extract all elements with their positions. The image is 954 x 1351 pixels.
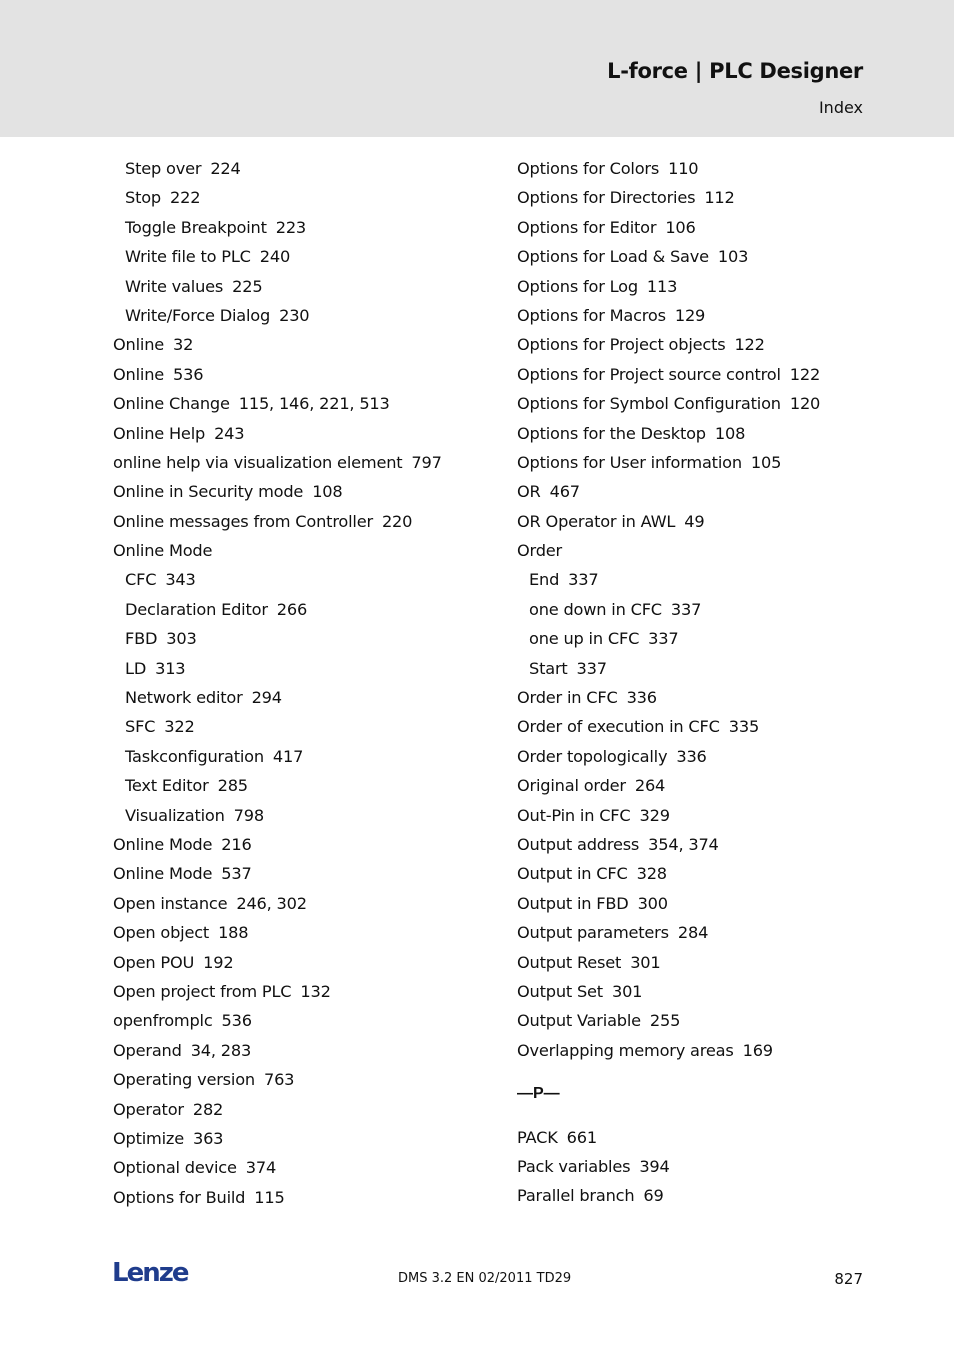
- index-page-ref: 798: [233, 805, 264, 825]
- index-term: PACK: [517, 1127, 558, 1147]
- index-entry: [113, 1065, 493, 1094]
- index-page-ref: 129: [674, 305, 706, 325]
- index-term: one up in CFC: [529, 629, 640, 649]
- index-page-ref: 336: [676, 746, 707, 766]
- index-entry: [517, 272, 917, 301]
- index-term: Output Set: [517, 981, 603, 1001]
- index-page-ref: 223: [275, 217, 307, 237]
- index-page-ref: 246, 302: [236, 893, 307, 913]
- index-term: Operating version: [113, 1070, 255, 1090]
- index-term: Optimize: [113, 1128, 184, 1148]
- index-term: one down in CFC: [529, 599, 662, 619]
- index-term: SFC: [125, 717, 156, 737]
- index-term: Options for Project source control: [517, 364, 781, 384]
- index-page-ref: 120: [789, 394, 821, 414]
- index-term: CFC: [125, 570, 157, 590]
- index-term: openfromplc: [113, 1011, 213, 1031]
- index-entry: [113, 1006, 493, 1035]
- index-entry: [517, 801, 917, 830]
- index-page-ref: 122: [789, 364, 821, 384]
- index-page-ref: 797: [411, 452, 442, 472]
- index-term: online help via visualization element: [113, 452, 403, 472]
- index-entry: [113, 419, 493, 448]
- index-entry: [517, 507, 917, 536]
- index-term: Write values: [125, 276, 224, 296]
- index-term: Output in FBD: [517, 893, 629, 913]
- index-term: Operand: [113, 1040, 182, 1060]
- index-page-ref: 112: [704, 188, 735, 208]
- index-entry: [517, 1006, 917, 1035]
- index-page-ref: 335: [728, 717, 760, 737]
- index-entry: [517, 330, 917, 359]
- index-subentry: [113, 272, 493, 301]
- index-page-ref: 467: [549, 482, 580, 502]
- index-subentry: [113, 771, 493, 800]
- index-subentry: [113, 683, 493, 712]
- index-page-ref: 110: [668, 159, 699, 178]
- index-page-ref: 240: [259, 247, 291, 267]
- index-entry: [113, 536, 493, 565]
- index-entry: [517, 389, 917, 418]
- index-page-ref: 363: [192, 1128, 224, 1148]
- index-page-ref: 285: [217, 776, 248, 796]
- index-page-ref: 301: [611, 981, 643, 1001]
- index-entry: [517, 918, 917, 947]
- index-entry: [517, 1181, 917, 1210]
- index-entry: [517, 360, 917, 389]
- index-term: Options for Load & Save: [517, 247, 709, 267]
- index-term: Pack variables: [517, 1156, 631, 1176]
- index-page-ref: 224: [210, 159, 241, 178]
- index-subentry: [113, 624, 493, 653]
- index-page-ref: 106: [665, 217, 696, 237]
- index-page-ref: 337: [648, 629, 679, 649]
- index-term: Stop: [125, 188, 162, 208]
- index-subentry: [113, 183, 493, 212]
- index-page-ref: 337: [576, 658, 607, 678]
- index-entry: [517, 154, 917, 183]
- index-page-ref: 303: [166, 629, 197, 649]
- index-term: Text Editor: [125, 776, 209, 796]
- index-entry: [517, 242, 917, 271]
- index-page-ref: 32: [173, 335, 194, 355]
- index-term: Options for Build: [113, 1187, 246, 1207]
- section-heading-p: —P—: [517, 1085, 560, 1103]
- index-term: Output Reset: [517, 952, 622, 972]
- index-term: Options for the Desktop: [517, 423, 706, 443]
- index-page-ref: 661: [566, 1127, 597, 1147]
- index-subentry: [113, 565, 493, 594]
- index-term: Write/Force Dialog: [125, 305, 271, 325]
- index-page-ref: 322: [164, 717, 195, 737]
- index-term: Step over: [125, 159, 202, 178]
- index-page-ref: 230: [279, 305, 310, 325]
- index-entry: [113, 360, 493, 389]
- index-page-ref: 336: [626, 688, 657, 708]
- index-term: Options for Editor: [517, 217, 657, 237]
- index-term: Online: [113, 335, 165, 355]
- index-page-ref: 536: [221, 1011, 252, 1031]
- index-term: End: [529, 570, 560, 590]
- index-entry: [113, 830, 493, 859]
- index-page-ref: 132: [300, 981, 331, 1001]
- index-term: Open object: [113, 923, 210, 943]
- section-label: Index: [818, 98, 863, 117]
- index-page-ref: 300: [637, 893, 668, 913]
- index-subentry: [113, 154, 493, 183]
- index-page-ref: 105: [750, 452, 782, 472]
- index-term: Options for Log: [517, 276, 638, 296]
- index-entry: [113, 1036, 493, 1065]
- index-subentry: [517, 595, 917, 624]
- index-term: Toggle Breakpoint: [125, 217, 267, 237]
- index-term: OR Operator in AWL: [517, 511, 676, 531]
- index-page-ref: 266: [276, 599, 308, 619]
- index-entry: [517, 712, 917, 741]
- index-term: Options for User information: [517, 452, 742, 472]
- index-term: Overlapping memory areas: [517, 1040, 734, 1060]
- lenze-logo: Lenze: [112, 1258, 188, 1288]
- index-term: Output in CFC: [517, 864, 628, 884]
- index-page-ref: 329: [639, 805, 670, 825]
- index-entry: [113, 507, 493, 536]
- index-term: OR: [517, 482, 541, 502]
- index-page-ref: 374: [245, 1158, 277, 1178]
- page-number: 827: [834, 1270, 863, 1288]
- index-entry: [517, 213, 917, 242]
- index-entry: [517, 536, 917, 565]
- index-term: Open instance: [113, 893, 228, 913]
- index-subentry: [517, 624, 917, 653]
- index-page-ref: 188: [218, 923, 249, 943]
- index-term: Order topologically: [517, 746, 668, 766]
- index-subentry: [113, 242, 493, 271]
- index-list-o: [517, 154, 917, 1065]
- index-column-right: [517, 154, 917, 1211]
- index-term: Taskconfiguration: [125, 746, 264, 766]
- index-column-left: [113, 154, 493, 1212]
- index-term: Parallel branch: [517, 1186, 635, 1206]
- index-term: FBD: [125, 629, 158, 649]
- index-entry: [517, 477, 917, 506]
- index-term: Write file to PLC: [125, 247, 251, 267]
- index-page-ref: 763: [263, 1070, 295, 1090]
- index-entry: [517, 859, 917, 888]
- index-entry: [113, 977, 493, 1006]
- index-subentry: [113, 742, 493, 771]
- index-subentry: [113, 213, 493, 242]
- index-entry: [517, 301, 917, 330]
- index-subentry: [113, 595, 493, 624]
- index-entry: [517, 448, 917, 477]
- index-term: Declaration Editor: [125, 599, 268, 619]
- index-page-ref: 343: [165, 570, 196, 590]
- index-term: LD: [125, 658, 147, 678]
- index-term: Online Mode: [113, 864, 213, 884]
- index-term: Online Change: [113, 394, 230, 414]
- index-page-ref: 282: [192, 1099, 224, 1119]
- index-page-ref: 337: [568, 570, 599, 590]
- index-term: Output address: [517, 834, 640, 854]
- index-page-ref: 34, 283: [190, 1040, 252, 1060]
- index-term: Online in Security mode: [113, 482, 304, 502]
- index-page-ref: 49: [684, 511, 705, 531]
- index-entry: [517, 742, 917, 771]
- index-entry: [517, 830, 917, 859]
- index-page-ref: 69: [643, 1186, 664, 1206]
- index-page-ref: 115: [254, 1187, 285, 1207]
- index-page-ref: 536: [173, 364, 204, 384]
- index-subentry: [517, 654, 917, 683]
- index-term: Online messages from Controller: [113, 511, 373, 531]
- index-page-ref: 192: [203, 952, 234, 972]
- index-term: Options for Macros: [517, 305, 666, 325]
- index-page-ref: 220: [381, 511, 413, 531]
- index-entry: [113, 889, 493, 918]
- index-subentry: [517, 565, 917, 594]
- index-page-ref: 243: [214, 423, 245, 443]
- index-page-ref: 122: [734, 335, 765, 355]
- index-subentry: [113, 801, 493, 830]
- index-page-ref: 108: [714, 423, 746, 443]
- index-term: Start: [529, 658, 568, 678]
- index-page-ref: 222: [170, 188, 201, 208]
- index-term: Options for Symbol Configuration: [517, 394, 781, 414]
- index-term: Order in CFC: [517, 688, 618, 708]
- index-term: Order: [517, 541, 563, 561]
- index-entry: [517, 419, 917, 448]
- index-term: Network editor: [125, 688, 243, 708]
- index-term: Open POU: [113, 952, 195, 972]
- index-term: Online Help: [113, 423, 206, 443]
- index-entry: [113, 1095, 493, 1124]
- index-entry: [113, 1124, 493, 1153]
- index-page-ref: 255: [649, 1011, 681, 1031]
- index-page-ref: 225: [232, 276, 263, 296]
- index-entry: [517, 977, 917, 1006]
- index-page-ref: 337: [670, 599, 702, 619]
- index-subentry: [113, 301, 493, 330]
- index-term: Options for Colors: [517, 159, 660, 178]
- index-page-ref: 294: [251, 688, 282, 708]
- index-page-ref: 394: [639, 1156, 670, 1176]
- index-entry: [113, 448, 493, 477]
- index-term: Operator: [113, 1099, 184, 1119]
- index-entry: [517, 183, 917, 212]
- index-entry: [113, 948, 493, 977]
- index-entry: [113, 1153, 493, 1182]
- index-term: Output Variable: [517, 1011, 641, 1031]
- index-page-ref: 113: [646, 276, 678, 296]
- index-term: Online Mode: [113, 834, 213, 854]
- index-entry: [517, 1152, 917, 1181]
- index-entry: [517, 948, 917, 977]
- document-id: DMS 3.2 EN 02/2011 TD29: [398, 1271, 572, 1286]
- index-entry: [113, 859, 493, 888]
- index-page-ref: 417: [272, 746, 304, 766]
- index-term: Online Mode: [113, 541, 213, 561]
- index-entry: [517, 1036, 917, 1065]
- index-entry: [517, 1123, 917, 1152]
- index-term: Original order: [517, 776, 626, 796]
- index-page-ref: 328: [636, 864, 667, 884]
- index-term: Options for Directories: [517, 188, 696, 208]
- index-term: Options for Project objects: [517, 335, 726, 355]
- index-page-ref: 216: [221, 834, 252, 854]
- index-term: Order of execution in CFC: [517, 717, 720, 737]
- index-page-ref: 313: [155, 658, 186, 678]
- index-entry: [517, 889, 917, 918]
- index-page-ref: 115, 146, 221, 513: [238, 394, 390, 414]
- index-page-ref: 301: [630, 952, 661, 972]
- index-entry: [113, 918, 493, 947]
- index-entry: [113, 477, 493, 506]
- index-page-ref: 284: [677, 923, 709, 943]
- index-term: Visualization: [125, 805, 225, 825]
- index-page-ref: 169: [742, 1040, 773, 1060]
- index-subentry: [113, 654, 493, 683]
- index-term: Optional device: [113, 1158, 237, 1178]
- index-term: Online: [113, 364, 165, 384]
- index-term: Output parameters: [517, 923, 669, 943]
- index-term: Out-Pin in CFC: [517, 805, 631, 825]
- index-page-ref: 354, 374: [648, 834, 719, 854]
- index-subentry: [113, 712, 493, 741]
- index-page-ref: 108: [312, 482, 343, 502]
- index-page-ref: 264: [634, 776, 666, 796]
- index-term: Open project from PLC: [113, 981, 292, 1001]
- index-entry: [517, 771, 917, 800]
- index-page-ref: 537: [221, 864, 252, 884]
- index-entry: [113, 330, 493, 359]
- page-header: [0, 0, 954, 137]
- index-entry: [517, 683, 917, 712]
- index-page-ref: 103: [717, 247, 749, 267]
- document-title: L-force | PLC Designer: [607, 59, 863, 83]
- index-entry: [113, 389, 493, 418]
- index-entry: [113, 1183, 493, 1212]
- index-list-p: [517, 1123, 917, 1211]
